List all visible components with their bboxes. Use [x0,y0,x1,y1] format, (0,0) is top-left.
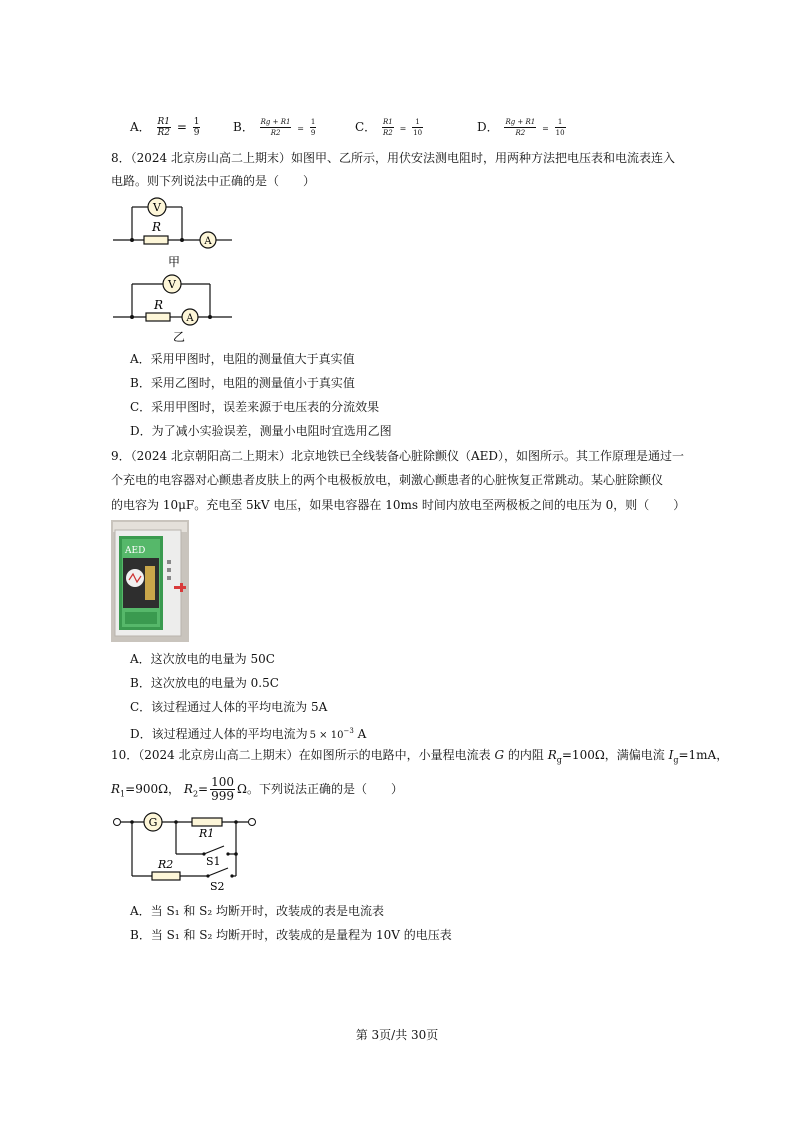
q8-choice-a: A．采用甲图时，电阻的测量值大于真实值 [130,352,355,366]
q7-option-d: D． $\frac{Rg + R1}{R2}$ = $\frac{1}{10}$ [477,118,565,137]
q8-choice-b: B．采用乙图时，电阻的测量值小于真实值 [130,376,355,390]
q9-choice-a: A．这次放电的电量为 50C [130,652,275,666]
option-label: D． [477,120,499,134]
circuit-diagram-q10 [112,808,262,894]
svg-text:S2: S2 [210,880,225,893]
svg-text:G: G [148,816,158,829]
figure-caption: 甲 [168,255,181,269]
q10-stem-line-1: 10．（2024 北京房山高二上期末）在如图所示的电路中，小量程电流表 G 的内阻 $R_g=100\Omega$，满偏电流 $I_g=1mA$， [111,748,729,765]
option-label: A． [130,120,151,134]
svg-text:V: V [153,201,161,214]
circuit-diagram-jia [110,193,240,273]
q8-stem-line-2: 电路。则下列说法中正确的是（ ） [111,174,316,188]
svg-text:A: A [186,313,194,324]
fraction: $\frac{Rg + R1}{R2}$ [505,118,536,137]
figure-caption: 乙 [173,330,186,344]
q10-stem-line-2: $R_1=900\Omega$， $R_2=$ $\frac{100}{999}$ Ω。下列说法正确的是（ ） [111,775,403,803]
q9-choice-d: D．该过程通过人体的平均电流为 $5 \times 10^{-3}$ A [130,727,367,741]
q8-choice-c: C．采用甲图时，误差来源于电压表的分流效果 [130,400,380,414]
q9-stem-line-2: 个充电的电容器对心颤患者皮肤上的两个电极板放电，刺激心颤患者的心脏恢复正常跳动。某心脏除颤仪 [111,473,664,487]
page-footer: 第 3页/共 30页 [355,1028,439,1042]
q9-choice-b: B．这次放电的电量为 0.5C [130,676,279,690]
svg-text:S1: S1 [206,855,221,868]
q8-choice-d: D．为了减小实验误差，测量小电阻时宜选用乙图 [130,424,392,438]
svg-text:R: R [154,298,164,312]
circuit-diagram-yi [110,273,240,345]
fraction: $\frac{R1}{R2}$ [157,117,171,138]
svg-text:R: R [152,220,162,234]
q8-stem-line-1: 8．（2024 北京房山高二上期末）如图甲、乙所示，用伏安法测电阻时，用两种方法把电压表和电流表连入 [111,151,675,165]
q10-choice-b: B．当 S₁ 和 S₂ 均断开时，改装成的是量程为 10V 的电压表 [130,928,452,942]
q10-choice-a: A．当 S₁ 和 S₂ 均断开时，改装成的表是电流表 [130,904,384,918]
q9-stem-line-1: 9．（2024 北京朝阳高二上期末）北京地铁已全线装备心脏除颤仪（AED），如图所示。其工作原理是通过一 [111,449,685,463]
q7-option-c: C． $\frac{R1}{R2}$ = $\frac{1}{10}$ [355,118,423,137]
aed-photo [111,520,189,642]
svg-text:A: A [204,236,212,247]
q7-option-a: A． $\frac{R1}{R2}$ = $\frac{1}{9}$ [130,117,200,138]
fraction: $\frac{R1}{R2}$ [383,118,393,137]
svg-text:R1: R1 [199,827,215,840]
svg-text:R2: R2 [158,858,174,871]
q9-stem-line-3: 的电容为 10μF。充电至 5kV 电压，如果电容器在 10ms 时间内放电至两极板之间的电压为 0，则（ ） [111,498,686,512]
svg-text:V: V [168,278,176,291]
q7-option-b: B． $\frac{Rg + R1}{R2}$ = $\frac{1}{9}$ [233,118,316,137]
svg-text:AED: AED [125,546,146,556]
fraction: $\frac{Rg + R1}{R2}$ [260,118,291,137]
option-label: C． [355,120,377,134]
q9-choice-c: C．该过程通过人体的平均电流为 5A [130,700,328,714]
option-label: B． [233,120,254,134]
